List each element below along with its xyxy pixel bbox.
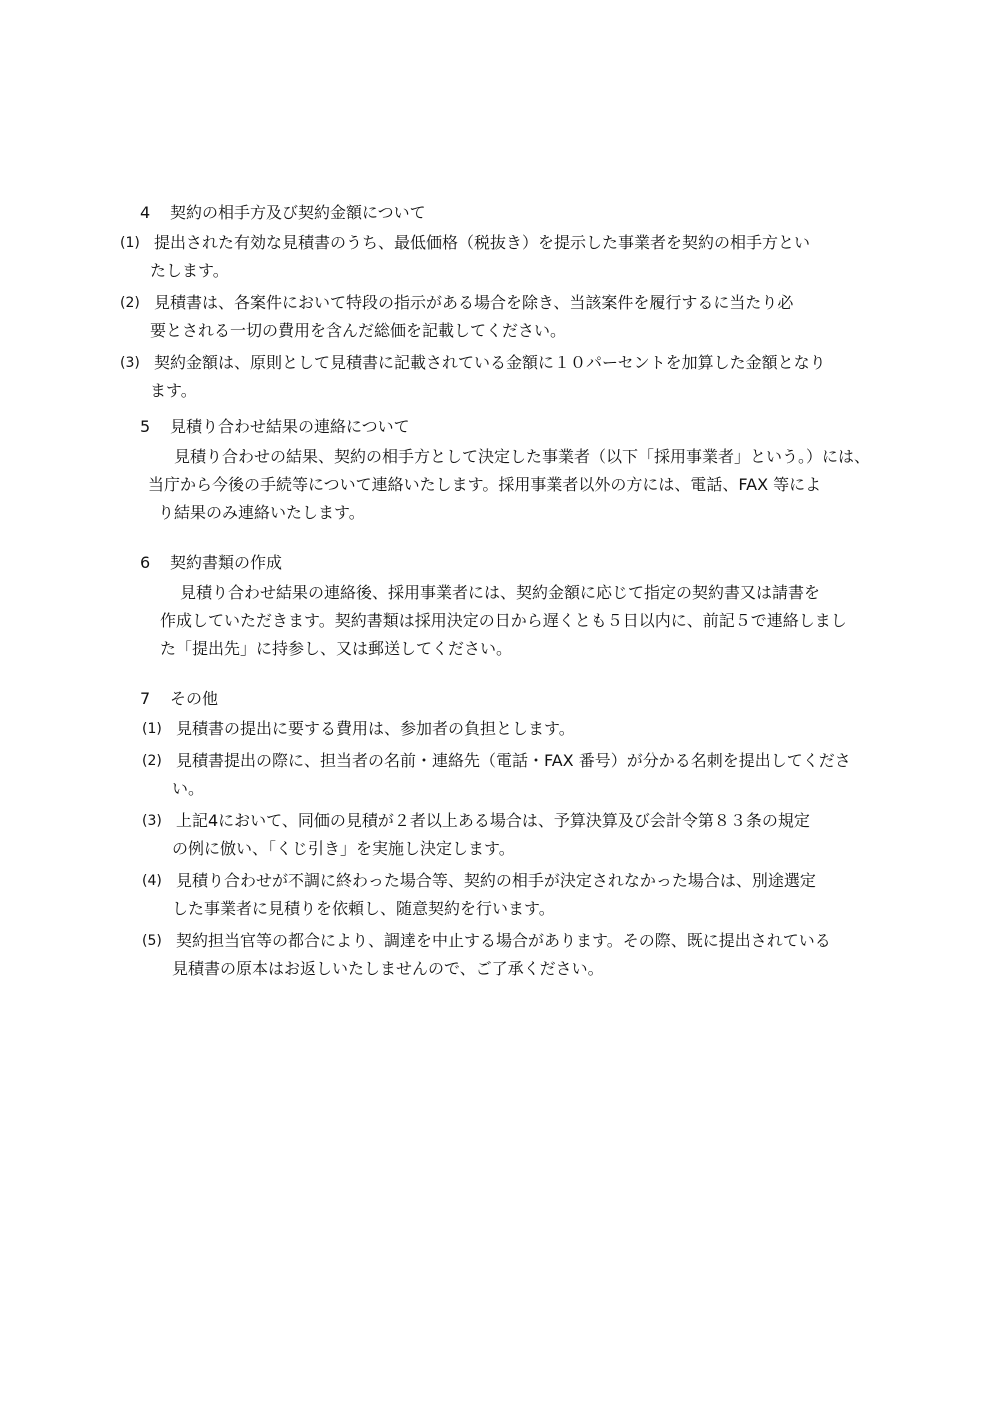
section-title: その他 (170, 689, 219, 708)
section-number: 4 (140, 203, 151, 222)
paragraph-line: 当庁から今後の手続等について連絡いたします。採用事業者以外の方には、電話、FAX 等によ (148, 475, 822, 494)
paragraph-line: た「提出先」に持参し、又は郵送してください。 (160, 639, 513, 658)
section-heading (140, 551, 890, 575)
item-text: 見積書の原本はお返しいたしませんので、ご了承ください。 (172, 959, 604, 978)
item-text: 見積書の提出に要する費用は、参加者の負担とします。 (176, 719, 575, 738)
item-marker: (5) (142, 933, 162, 949)
item-text: 見積書は、各案件において特段の指示がある場合を除き、当該案件を履行するに当たり必 (154, 293, 794, 312)
section-title: 契約の相手方及び契約金額について (170, 203, 426, 222)
item-marker: (1) (120, 235, 140, 251)
section-number: 7 (140, 689, 151, 708)
list-item (134, 927, 890, 983)
item-marker: (3) (142, 813, 162, 829)
list-item (134, 867, 890, 923)
paragraph-line: 作成していただきます。契約書類は採用決定の日から遅くとも５日以内に、前記５で連絡しまし (160, 611, 847, 630)
section-title: 見積り合わせ結果の連絡について (170, 417, 410, 436)
item-text: 見積書提出の際に、担当者の名前・連絡先（電話・FAX 番号）が分かる名刺を提出してくださ (176, 751, 851, 770)
item-text: ます。 (150, 381, 197, 400)
list-item (112, 289, 890, 345)
list-item (134, 807, 890, 863)
list-item (112, 349, 890, 405)
item-text: の例に倣い、「くじ引き」を実施し決定します。 (172, 839, 515, 858)
section-5 (140, 415, 890, 527)
section-heading (140, 415, 890, 439)
section-heading (140, 201, 890, 225)
section-4 (120, 201, 890, 405)
item-text: 提出された有効な見積書のうち、最低価格（税抜き）を提示した事業者を契約の相手方とい (154, 233, 811, 252)
item-text: 要とされる一切の費用を含んだ総価を記載してください。 (150, 321, 567, 340)
item-text: たします。 (150, 261, 229, 280)
item-text: 見積り合わせが不調に終わった場合等、契約の相手が決定されなかった場合は、別途選定 (176, 871, 816, 890)
paragraph-line: 見積り合わせの結果、契約の相手方として決定した事業者（以下「採用事業者」という。）には、 (174, 447, 871, 466)
section-paragraph (148, 443, 890, 527)
section-heading (140, 687, 890, 711)
item-text: 上記4において、同価の見積が２者以上ある場合は、予算決算及び会計令第８３条の規定 (176, 811, 810, 830)
item-text: 契約金額は、原則として見積書に記載されている金額に１０パーセントを加算した金額となり (154, 353, 826, 372)
section-title: 契約書類の作成 (170, 553, 283, 572)
item-marker: (2) (142, 753, 162, 769)
section-number: 6 (140, 553, 151, 572)
section-number: 5 (140, 417, 151, 436)
item-marker: (4) (142, 873, 162, 889)
item-marker: (3) (120, 355, 140, 371)
item-marker: (2) (120, 295, 140, 311)
list-item (134, 747, 890, 803)
section-6 (140, 551, 890, 663)
list-item (134, 715, 890, 743)
item-marker: (1) (142, 721, 162, 737)
section-paragraph (160, 579, 890, 663)
paragraph-line: 見積り合わせ結果の連絡後、採用事業者には、契約金額に応じて指定の契約書又は請書を (180, 583, 821, 602)
paragraph-line: り結果のみ連絡いたします。 (158, 503, 365, 522)
item-text: した事業者に見積りを依頼し、随意契約を行います。 (172, 899, 555, 918)
item-text: い。 (172, 779, 205, 798)
list-item (112, 229, 890, 285)
section-7 (140, 687, 890, 983)
item-text: 契約担当官等の都合により、調達を中止する場合があります。その際、既に提出されている (176, 931, 831, 950)
